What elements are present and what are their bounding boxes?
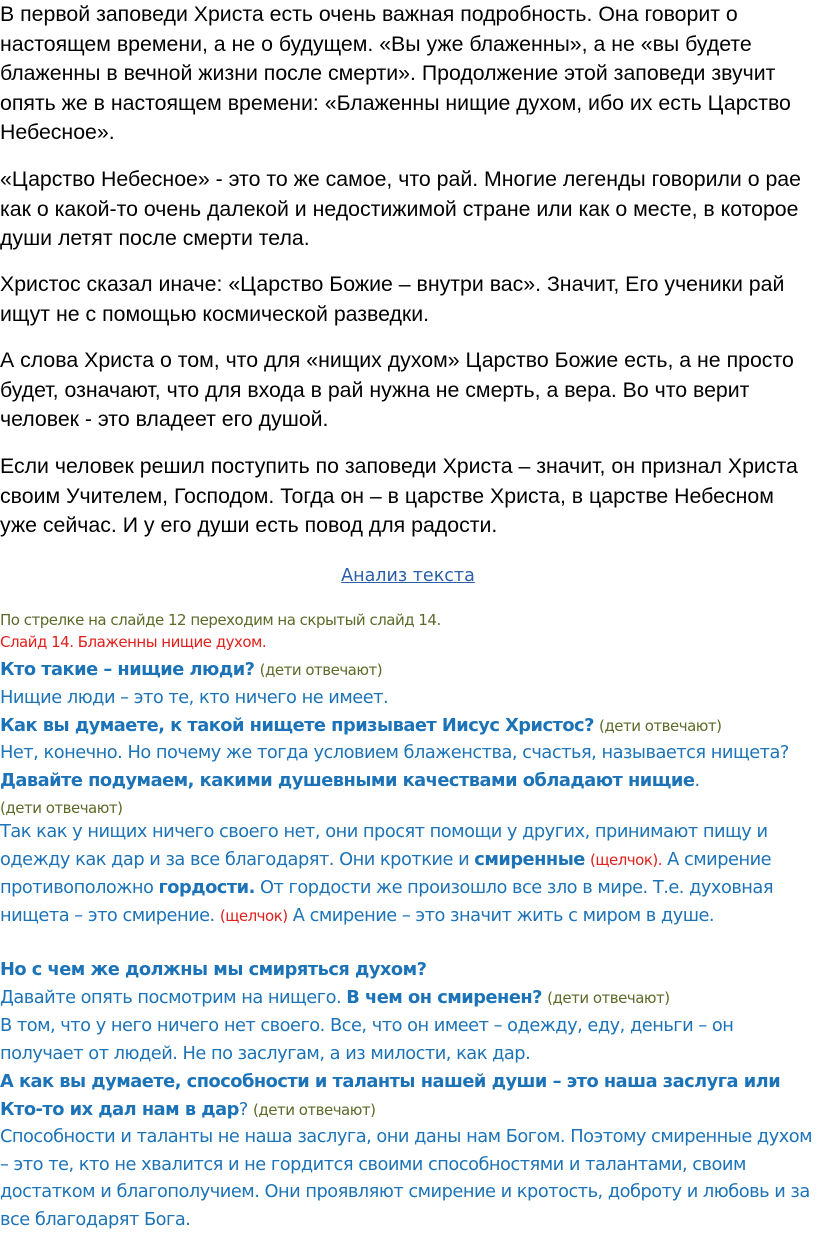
answer-2-block [0,739,816,823]
children-answer-remark: (дети отвечают) [599,717,722,735]
answer-5: В том, что у него ничего нет своего. Все, что он имеет – одежду, еду, деньги – он получает от людей. Не по заслугам, а из милости, как дар. [0,1015,734,1064]
answer-3-text-2: А смирение противоположно [0,848,772,898]
paragraph-4: А слова Христа о том, что для «нищих духом» Царство Божие есть, а не просто будет, означают, что для входа в рай нужна не смерть, а вера. Во что верит человек - это владеет его душой. [0,348,794,431]
paragraph-2: «Царство Небесное» - это то же самое, что рай. Многие легенды говорили о рае как о какой-то очень далекой и недостижимой стране или как о месте, в которое души летят после смерти тела. [0,167,801,250]
answer-2-text: Нет, конечно. Но почему же тогда условием блаженства, счастья, называется нищета? [0,742,789,763]
question-2: Как вы думаете, к такой нищете призывает Иисус Христос? [0,715,594,736]
children-answer-remark: (дети отвечают) [259,661,383,679]
period: . [694,769,700,791]
question-2-line [0,712,816,741]
question-5: А как вы думаете, способности и таланты нашей души – это наша заслуга или Кто-то их дал нам в дар [0,1071,781,1120]
paragraph-5: Если человек решил поступить по заповеди Христа – значит, он признал Христа своим Учителем, Господом. Тогда он – в царстве Христа, в царстве Небесном уже сейчас. И у его души есть повод для радости. [0,454,798,537]
pride-word: гордости. [158,877,255,898]
question-4: В чем он смиренен? [346,987,542,1008]
paragraph-3: Христос сказал иначе: «Царство Божие – внутри вас». Значит, Его ученики рай ищут не с помощью космической разведки. [0,272,785,326]
answer-4-line [0,984,816,1013]
answer-3-text-3: От гордости же произошло все зло в мире. Т.е. духовная нищета – это смирение. [0,877,774,926]
humble-word: смиренные [474,848,585,870]
question-1: Кто такие – нищие люди? [0,659,255,680]
question-5-block [0,1068,816,1124]
slide-title: Слайд 14. Блаженны нищие духом. [0,633,267,651]
children-answer-remark: (дети отвечают) [253,1100,376,1119]
question-3: Но с чем же должны мы смиряться духом? [0,959,427,980]
answer-3-text-4: А смирение – это значит жить с миром в душе. [292,904,715,926]
question-mark: ? [238,1098,248,1120]
question-qualities: Давайте подумаем, какими душевными качествами обладают нищие [0,769,695,791]
click-remark: (щелчок). [589,850,663,869]
children-answer-remark: (дети отвечают) [547,989,670,1007]
question-1-line [0,656,816,685]
answer-6: Способности и таланты не наша заслуга, они даны нам Богом. Поэтому смиренные духом – это те, кто не хвалится и не гордится своими способностями и талантами, своим достатком и благополучием. Они проявляют смирение и кротость, доброту и любовь и за все благодарят Бога. [0,1126,813,1230]
answer-1: Нищие люди – это те, кто ничего не имеет. [0,687,389,708]
analysis-link[interactable]: Анализ текста [341,566,475,586]
children-answer-remark: (дети отвечают) [0,799,123,817]
answer-4-text: Давайте опять посмотрим на нищего. [0,987,342,1008]
click-remark-2: (щелчок) [219,906,288,925]
lesson-note: По стрелке на слайде 12 переходим на скрытый слайд 14. [0,611,441,629]
answer-3-block [0,818,816,930]
paragraph-1: В первой заповеди Христа есть очень важная подробность. Она говорит о настоящем времени, а не о будущем. «Вы уже блаженны», а не «вы будете блаженны в вечной жизни после смерти». Продолжение этой заповеди звучит опять же в настоящем времени: «Блаженны нищие духом, ибо их есть Царство Небесное». [0,2,791,144]
answer-3-text: Так как у нищих ничего своего нет, они просят помощи у других, принимают пищу и одежду как дар и за все благодарят. Они кроткие и [0,821,768,870]
